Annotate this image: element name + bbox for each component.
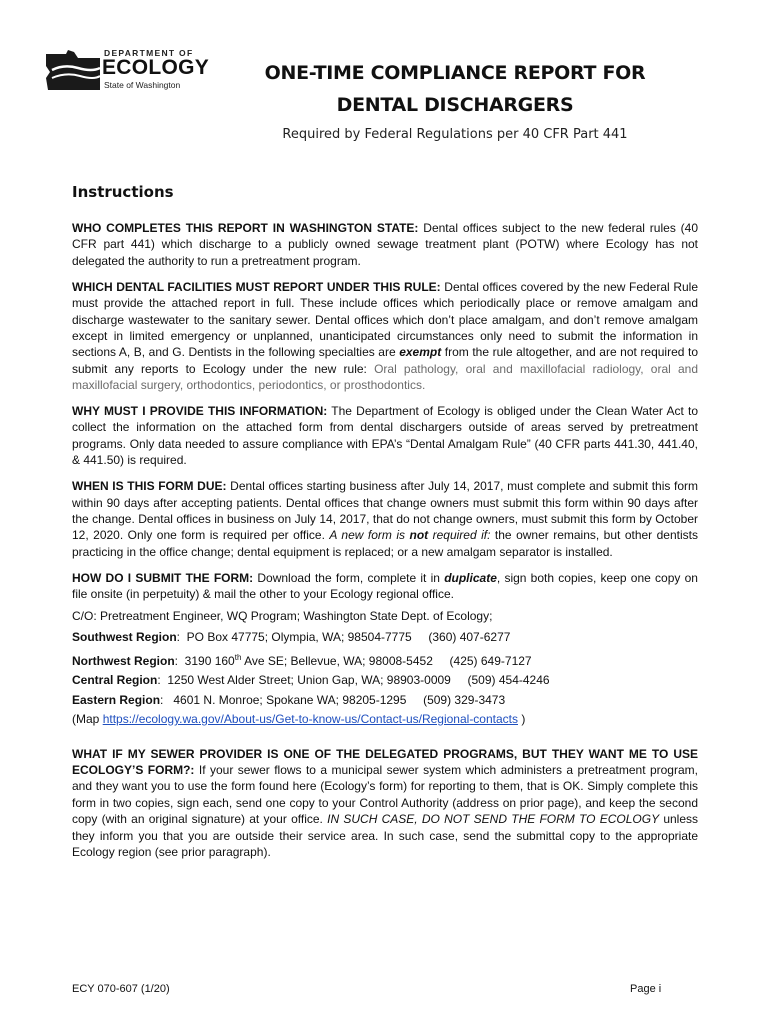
logo-department-text: DEPARTMENT OF [104, 48, 194, 58]
region-name: Central Region [72, 673, 158, 688]
care-of-line: C/O: Pretreatment Engineer, WQ Program; Washington State Dept. of Ecology; [72, 608, 493, 623]
region-detail: : PO Box 47775; Olympia, WA; 98504-7775 (360) 407-6277 [176, 630, 511, 645]
delegated-programs-text-2: unless they inform you that you are outside their service area. In such case, send the submittal copy to the appropriate Ecology region (see prior paragraph). [72, 812, 699, 859]
exempt-word: exempt [399, 345, 442, 360]
delegated-programs-text: If your sewer flows to a municipal sewer system which administers a pretreatment program, and they want you to use the form found here (Ecology’s form) for reporting to them, that is OK. Simply complete this form in two copies, sign each, send one copy to your Control Authority (address on prior page), and keep the second copy (with an original signature) at your office. [72, 762, 698, 827]
who-completes-heading: WHO COMPLETES THIS REPORT IN WASHINGTON STATE: [72, 221, 419, 235]
required-if-italic: required if: [432, 528, 491, 543]
which-facilities-heading: WHICH DENTAL FACILITIES MUST REPORT UNDER THIS RULE: [72, 279, 441, 294]
how-submit-paragraph [72, 570, 698, 603]
instructions-heading: Instructions [72, 183, 174, 201]
region-detail-rest: Ave SE; Bellevue, WA; 98008-5452 (425) 649-7127 [241, 653, 532, 668]
how-submit-heading: HOW DO I SUBMIT THE FORM: [72, 570, 254, 585]
region-northwest [72, 648, 698, 672]
which-facilities-text-2: from the rule altogether, and are not required to submit any reports to Ecology under the new rule: [72, 345, 698, 376]
delegated-italic-warning: IN SUCH CASE, DO NOT SEND THE FORM TO ECOLOGY [327, 812, 660, 827]
region-detail: : 1250 West Alder Street; Union Gap, WA; 98903-0009 (509) 454-4246 [157, 673, 550, 688]
when-due-heading: WHEN IS THIS FORM DUE: [72, 479, 227, 494]
region-central [72, 671, 698, 691]
logo-ecology-text: ECOLOGY [102, 56, 210, 79]
delegated-programs-heading: WHAT IF MY SEWER PROVIDER IS ONE OF THE DELEGATED PROGRAMS, BUT THEY WANT ME TO USE ECOLOGY’S FORM?: [72, 746, 698, 777]
regional-contacts-link[interactable]: https://ecology.wa.gov/About-us/Get-to-know-us/Contact-us/Regional-contacts [102, 712, 518, 727]
washington-state-icon [44, 48, 102, 92]
map-prefix: (Map [72, 712, 100, 727]
map-line [72, 710, 698, 730]
form-number: ECY 070-607 (1/20) [72, 983, 170, 995]
which-facilities-paragraph [72, 279, 698, 394]
region-address-list [72, 607, 698, 730]
how-submit-text-2: , sign both copies, keep one copy on file onsite (in perpetuity) & mail the other to your Ecology regional office. [72, 570, 698, 602]
region-name: Northwest Region [72, 653, 175, 668]
when-due-paragraph [72, 478, 698, 560]
region-detail-sup: th [234, 652, 242, 662]
region-southwest [72, 628, 698, 648]
which-facilities-text: Dental offices covered by the new Federal Rule must provide the attached report in full. These include offices which periodically place or remove amalgam and discharge wastewater to the sanitary sewer. Dental offices which don’t place amalgam, and don’t remove amalgam except in limited emergency or unplanned, unanticipated circumstances only need to submit the information in sections A, B, and G. Dentists in the following specialties are [72, 279, 698, 360]
who-completes-paragraph [72, 220, 698, 269]
how-submit-text: Download the form, complete it in [257, 570, 440, 585]
why-provide-text: The Department of Ecology is obliged under the Clean Water Act to collect the information on the attached form from dental dischargers outside of areas served by pretreatment programs. Only data needed to assure compliance with EPA’s “Dental Amalgam Rule” (40 CFR parts 441.30, 441.40, & 441.50) is required. [72, 404, 698, 468]
not-word: not [409, 528, 429, 543]
delegated-programs-paragraph [72, 746, 698, 861]
region-eastern [72, 691, 698, 711]
new-form-italic: A new form is [329, 528, 406, 543]
region-detail: : 4601 N. Monroe; Spokane WA; 98205-1295 (509) 329-3473 [160, 692, 506, 707]
exempt-specialties: Oral pathology, oral and maxillofacial radiology, oral and maxillofacial surgery, orthodontics, periodontics, or prosthodontics. [72, 361, 699, 393]
why-provide-heading: WHY MUST I PROVIDE THIS INFORMATION: [72, 404, 328, 419]
region-detail: : 3190 160 [174, 653, 235, 668]
when-due-text: Dental offices starting business after July 14, 2017, must complete and submit this form within 90 days after accepting patients. Dental offices that change owners must submit this form within 90 days after the change. Dental offices in business on July 14, 2017, that do not change owners, must submit this form by October 12, 2020. Only one form is required per office. [72, 479, 698, 543]
report-title-line1: ONE-TIME COMPLIANCE REPORT FOR [264, 62, 646, 84]
logo-state-text: State of Washington [104, 80, 181, 90]
who-completes-text: Dental offices subject to the new federal rules (40 CFR part 441) which discharge to a publicly owned sewage treatment plant (POTW) where Ecology has not delegated the authority to run a pretreatment program. [72, 221, 699, 268]
report-subtitle: Required by Federal Regulations per 40 CFR Part 441 [282, 127, 628, 142]
region-name: Southwest Region [72, 630, 177, 645]
page-number: Page i [630, 983, 662, 995]
instructions-body [72, 220, 698, 870]
ecology-logo [44, 48, 210, 94]
map-suffix: ) [521, 712, 526, 727]
why-provide-paragraph [72, 403, 698, 469]
report-title-line2: DENTAL DISCHARGERS [336, 94, 574, 116]
when-due-text-2: the owner remains, but other dentists practicing in the office change; dental equipment is replaced; or a new amalgam separator is installed. [72, 528, 698, 559]
region-name: Eastern Region [72, 692, 161, 707]
duplicate-word: duplicate [444, 570, 497, 585]
